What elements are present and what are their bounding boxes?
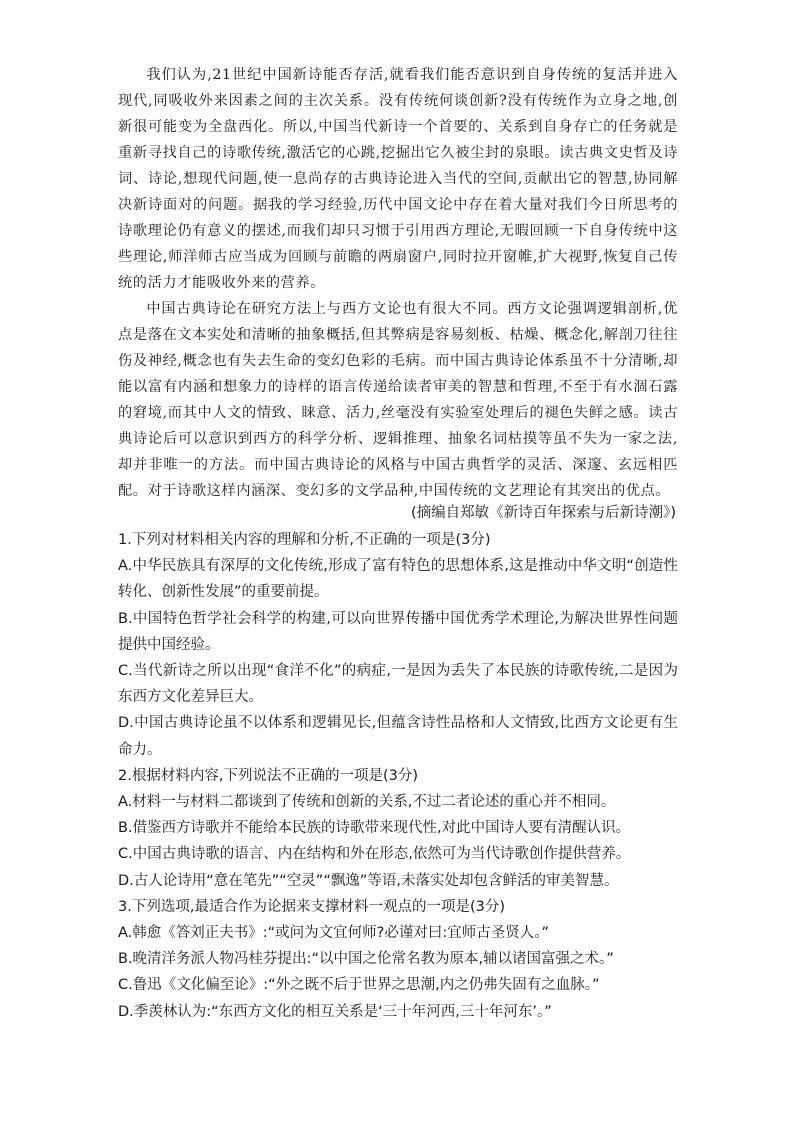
article-paragraph-1: 我们认为,21世纪中国新诗能否存活,就看我们能否意识到自身传统的复活并进入现代,同吸收外来因素之间的主次关系。没有传统何谈创新?没有传统作为立身之地,创新很可能变为全盘西化。所以,中国当代新诗一个首要的、关系到自身存亡的任务就是重新寻找自己的诗歌传统,激活它的心跳,挖掘出它久被尘封的泉眼。读古典文史哲及诗词、诗论,想现代问题,使一息尚存的古典诗论进入当代的空间,贡献出它的智慧,协同解决新诗面对的问题。据我的学习经验,历代中国文论中存在着大量对我们今日所思考的诗歌理论仍有意义的摆述,而我们却只习惯于引用西方理论,无暇回顾一下自身传统中这些理论,师洋师古应当成为回顾与前瞻的两扇窗户,同时拉开窗帷,扩大视野,恢复自己传统的活力才能吸收外来的营养。 [118, 67, 678, 291]
option-c: C.鲁迅《文化偏至论》:“外之既不后于世界之思潮,内之仍弗失固有之血脉。” [118, 977, 600, 994]
option-d: D.中国古典诗论虽不以体系和逻辑见长,但蕴含诗性品格和人文情致,比西方文论更有生命力。 [118, 715, 678, 758]
question-stem: 2.根据材料内容,下列说法不正确的一项是(3分) [118, 767, 418, 784]
option-b: B.中国特色哲学社会科学的构建,可以向世界传播中国优秀学术理论,为解决世界性问题提供中国经验。 [118, 610, 678, 653]
option-a: A.材料一与材料二都谈到了传统和创新的关系,不过二者论述的重心并不相同。 [118, 794, 616, 811]
article-paragraph-2: 中国古典诗论在研究方法上与西方文论也有很大不同。西方文论强调逻辑剖析,优点是落在文本实处和清晰的抽象概括,但其弊病是容易刻板、枯燥、概念化,解剖刀往往伤及神经,概念也有失去生命的变幻色彩的毛病。而中国古典诗论体系虽不十分清晰,却能以富有内涵和想象力的诗样的语言传递给读者审美的智慧和哲理,不至于有水涸石露的窘境,而其中人文的情致、睐意、活力,丝毫没有实验室处理后的褪色失鲜之感。读古典诗论后可以意识到西方的科学分析、逻辑推理、抽象名词枯摸等虽不失为一家之法,却并非唯一的方法。而中国古典诗论的风格与中国古典哲学的灵活、深邃、玄远相匹配。对于诗歌这样内涵深、变幻多的文学品种,中国传统的文艺理论有其突出的优点。 [118, 301, 678, 499]
question-list [118, 527, 678, 1025]
option-a: A.中华民族具有深厚的文化传统,形成了富有特色的思想体系,这是推动中华文明“创造性转化、创新性发展”的重要前提。 [118, 558, 678, 601]
source-citation: (摘编自郑敏《新诗百年探索与后新诗潮》) [410, 505, 676, 521]
option-d: D.季羡林认为:“东西方文化的相互关系是‘三十年河西,三十年河东’。” [118, 1003, 552, 1020]
question-stem: 3.下列选项,最适合作为论据来支撑材料一观点的一项是(3分) [118, 898, 505, 915]
option-d: D.古人论诗用“意在笔先”“空灵”“飘逸”等语,未落实处却包含鲜活的审美智慧。 [118, 872, 619, 889]
option-b: B.晚清洋务派人物冯桂芬提出:“以中国之伦常名教为原本,辅以诸国富强之术。” [118, 951, 614, 968]
question-2 [118, 763, 678, 894]
option-c: C.当代新诗之所以出现“食洋不化”的病症,一是因为丢失了本民族的诗歌传统,二是因为东西方文化差异巨大。 [118, 663, 678, 706]
option-a: A.韩愈《答刘正夫书》:“或问为文宜何师?必谨对曰:宜师古圣贤人。” [118, 925, 550, 942]
question-stem: 1.下列对材料相关内容的理解和分析,不正确的一项是(3分) [118, 532, 491, 548]
option-b: B.借鉴西方诗歌并不能给本民族的诗歌带来现代性,对此中国诗人要有清醒认识。 [118, 820, 631, 837]
question-3 [118, 894, 678, 1025]
option-c: C.中国古典诗歌的语言、内在结构和外在形态,依然可为当代诗歌创作提供营养。 [118, 846, 631, 863]
question-1 [118, 527, 678, 763]
reading-material [118, 62, 678, 504]
